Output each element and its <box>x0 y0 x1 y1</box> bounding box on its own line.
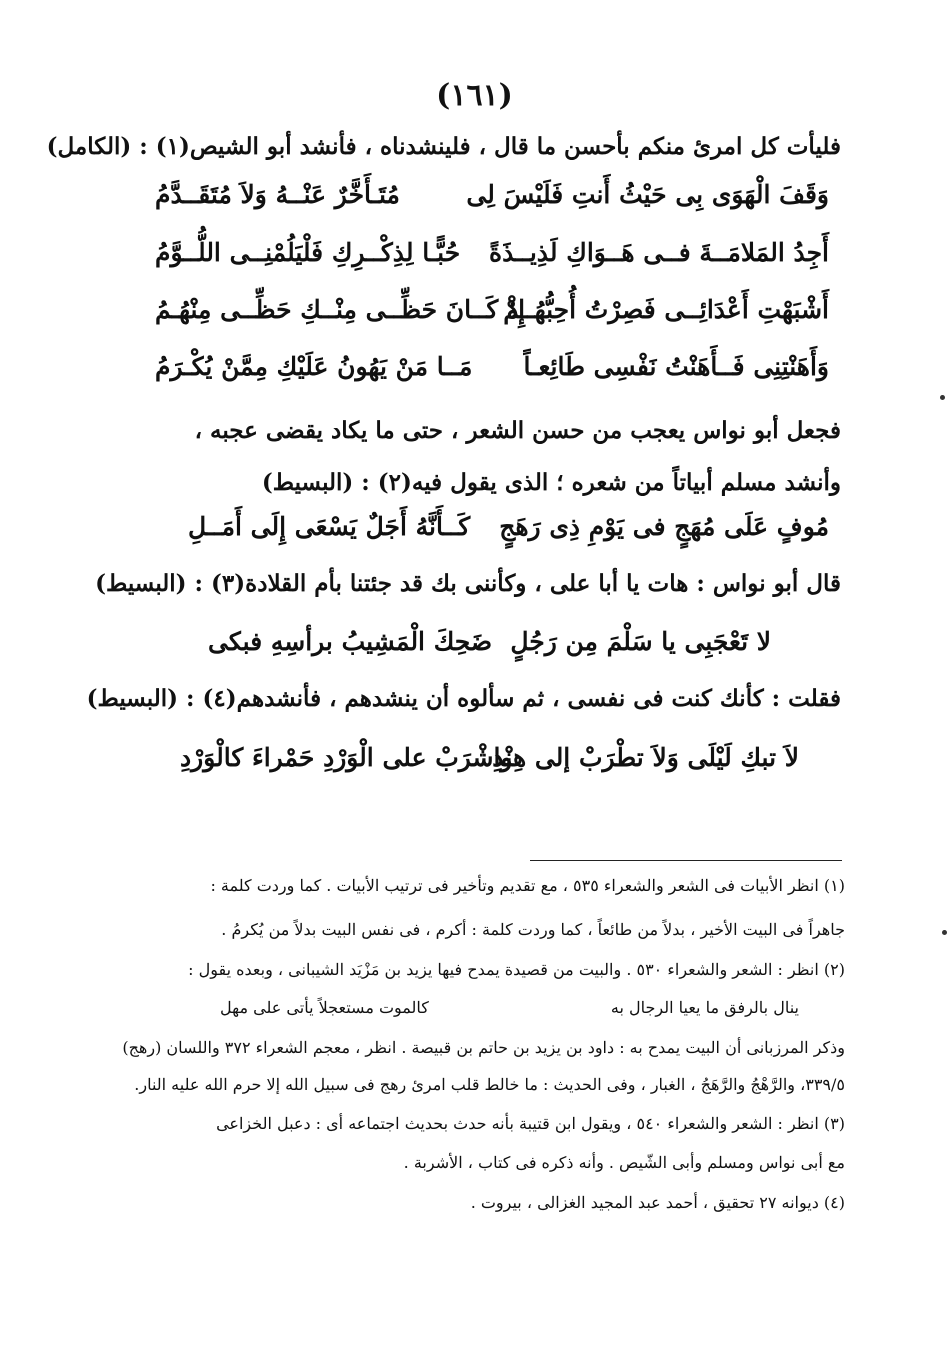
page-number: (١٦١) <box>436 78 513 113</box>
verse-6-hemistich-2: ضَحِكَ الْمَشِيبُ برأسِهِ فبكى <box>208 627 493 656</box>
verse-4-hemistich-2: مَــا مَنْ يَهُونُ عَلَيْكِ مِمَّنْ يُكْـرَمُ <box>155 352 473 381</box>
footnote-line: (١) انظر الأبيات فى الشعر والشعراء ٥٣٥ ، مع تقديم وتأخير فى ترتيب الأبيات . كما وردت كلمة : <box>210 876 845 895</box>
verse-1-hemistich-2: مُتَـأَخَّرٌ عَنْــهُ وَلاَ مُتَقَــدَّمُ <box>155 180 400 209</box>
line-3: قال أبو نواس : هات يا أبا على ، وكأننى بك قد جئتنا بأم القلادة(٣) : (البسيط) <box>95 570 841 597</box>
verse-5-hemistich-1: مُوفٍ عَلَى مُهَجٍ فى يَوْمِ ذِى رَهَجٍ <box>499 512 829 541</box>
footnote-line: (٤) ديوانه ٢٧ تحقيق ، أحمد عبد المجيد الغزالى ، بيروت . <box>470 1193 845 1212</box>
footnote-verse-hemistich-1: ينال بالرفق ما يعيا الرجال به <box>610 998 799 1017</box>
verse-3-hemistich-1: أَشْبَهْتِ أَعْدَائِــى فَصِرْتُ أُحِبُّهُــمْ <box>503 295 829 324</box>
scan-speck <box>940 395 945 400</box>
verse-5-hemistich-2: كَــأَنَّهُ أَجَلٌ يَسْعَى إِلَى أَمَــلِ <box>188 512 471 541</box>
verse-7-hemistich-1: لاَ تبكِ لَيْلَى وَلاَ تطْرَبْ إلى هِنْدِ <box>492 743 799 772</box>
scan-speck <box>942 930 947 935</box>
footnote-line: جاهراً فى البيت الأخير ، بدلاً من طائعاً ، كما وردت كلمة : أكرم ، فى نفس البيت بدلاً من يُكرمُ . <box>221 920 845 939</box>
verse-6-hemistich-1: لا تَعْجَبِى يا سَلْمَ مِن رَجُلٍ <box>510 627 771 656</box>
footnote-line: (٢) انظر : الشعر والشعراء ٥٣٠ . والبيت من قصيدة يمدح فيها يزيد بن مَزْيَد الشيبانى ، وبعده يقول : <box>188 960 845 979</box>
line-4: فقلت : كأنك كنت فى نفسى ، ثم سألوه أن ينشدهم ، فأنشدهم(٤) : (البسيط) <box>86 685 841 712</box>
verse-3-hemistich-2: إِذْ كَــانَ حَظِّــى مِنْــكِ حَظِّــى مِنْهُـمُ <box>155 295 526 324</box>
footnote-verse-hemistich-2: كالموت مستعجلاً يأتى على مهل <box>220 998 429 1017</box>
footnote-line: ٣٣٩/٥، والرَّهْجُ والرَّهَجُ ، الغبار ، وفى الحديث : ما خالط قلب امرئ رهج فى سبيل الله إلا حرم الله عليه النار. <box>134 1075 845 1094</box>
verse-2-hemistich-1: أَجِدُ المَلامَــةَ فــى هَــوَاكِ لَذِيــذَةً <box>488 238 829 267</box>
footnote-line: مع أبى نواس ومسلم وأبى الشّيص . وأنه ذكره فى كتاب ، الأشربة . <box>403 1153 845 1172</box>
paragraph-2: فجعل أبو نواس يعجب من حسن الشعر ، حتى ما يكاد يقضى عجبه ، وأنشد مسلم أبياتاً من شعره ؛ الذى يقول فيه(٢) : (البسيط) <box>194 417 841 496</box>
verse-1-hemistich-1: وَقَفَ الْهَوَى بِى حَيْثُ أَنتِ فَلَيْسَ لِى <box>466 180 829 209</box>
verse-2-hemistich-2: حُبًّـا لِذِكْــرِكِ فَلْيَلُمْنِــى اللُّــوَّمُ <box>155 238 461 267</box>
intro-line: فليأت كل امرئ منكم بأحسن ما قال ، فلينشدناه ، فأنشد أبو الشيص(١) : (الكامل) <box>46 133 841 160</box>
verse-7-hemistich-2: واشْرَبْ على الْوَرْدِ حَمْراءَ كالْوَرْدِ <box>180 743 513 772</box>
footnote-separator <box>530 860 842 861</box>
footnote-line: وذكر المرزبانى أن البيت يمدح به : داود بن يزيد بن حاتم بن قبيصة . انظر ، معجم الشعراء ٣٧٢ واللسان (رهج) <box>122 1038 845 1057</box>
verse-4-hemistich-1: وَأَهَنْتِنِى فَــأَهَنْتُ نَفْسِى طَائِعـاً <box>523 352 829 381</box>
footnote-line: (٣) انظر : الشعر والشعراء ٥٤٠ ، ويقول ابن قتيبة بأنه حدث بحديث اجتماعه أى : دعبل الخزاعى <box>216 1114 845 1133</box>
